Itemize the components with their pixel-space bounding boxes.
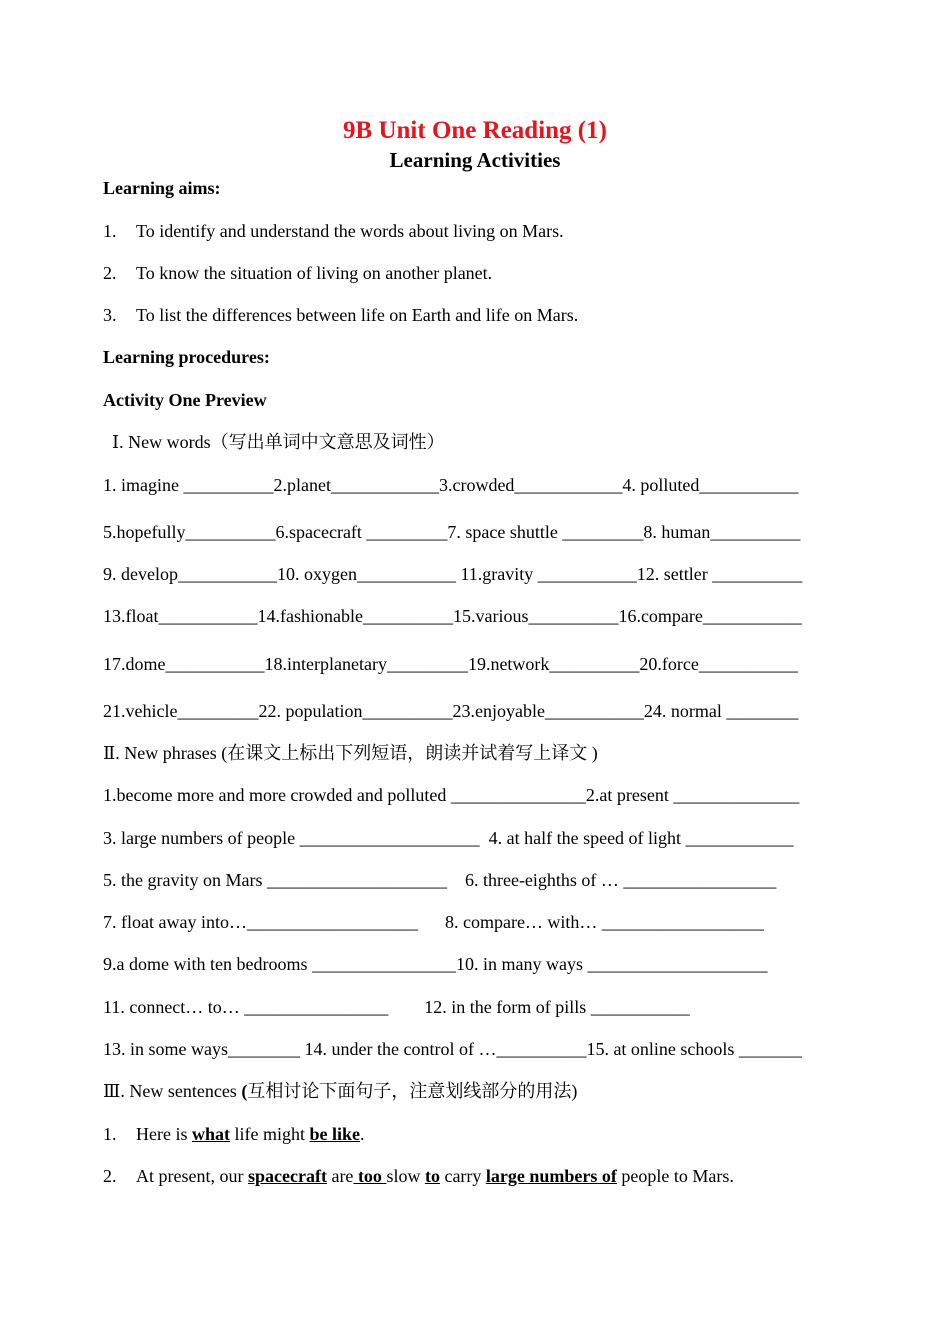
phrases-line: 7. float away into…___________________ 8. compare… with… __________________ [103, 912, 764, 932]
aim-number: 2. [103, 263, 117, 283]
sentences-heading-paren: ( [241, 1081, 248, 1101]
sentence-item [103, 1164, 863, 1188]
sentence-text: slow [386, 1166, 425, 1186]
procedures-heading: Learning procedures: [103, 347, 270, 367]
sentence-text: carry [439, 1166, 486, 1186]
phrases-line: 11. connect… to… ________________ 12. in the form of pills ___________ [103, 997, 690, 1017]
phrases-line: 13. in some ways________ 14. under the control of …__________15. at online schools _______ [103, 1039, 802, 1059]
underlined-word: what [191, 1124, 230, 1144]
activity-heading: Activity One Preview [103, 390, 267, 410]
words-line: 17.dome___________18.interplanetary_________19.network__________20.force___________ [103, 654, 798, 674]
aim-text: To list the differences between life on Earth and life on Mars. [136, 305, 579, 325]
phrases-line: 9.a dome with ten bedrooms ________________10. in many ways ____________________ [103, 954, 768, 974]
underlined-word: large numbers of [485, 1166, 617, 1186]
aim-item [103, 219, 863, 243]
underlined-word: spacecraft [247, 1166, 327, 1186]
sentence-text: At present, our [136, 1166, 248, 1186]
underlined-word: to [424, 1166, 440, 1186]
sentence-number: 2. [103, 1166, 117, 1186]
words-line: 9. develop___________10. oxygen___________ 11.gravity ___________12. settler __________ [103, 564, 803, 584]
sentence-text: . [360, 1124, 365, 1144]
sentence-text: life might [230, 1124, 310, 1144]
underlined-word: be like [309, 1124, 361, 1144]
words-line: 5.hopefully__________6.spacecraft _________7. space shuttle _________8. human__________ [103, 522, 801, 542]
phrases-line: 5. the gravity on Mars ____________________ 6. three-eighths of … _________________ [103, 870, 777, 890]
aim-text: To know the situation of living on another planet. [136, 263, 493, 283]
aim-item [103, 303, 863, 327]
aim-number: 3. [103, 305, 117, 325]
phrases-line: 1.become more and more crowded and polluted _______________2.at present ______________ [103, 785, 800, 805]
sentence-item [103, 1122, 863, 1146]
new-words-heading: Ⅰ. New words（写出单词中文意思及词性） [103, 432, 445, 452]
sentences-heading-note: 互相讨论下面句子，注意划线部分的用法) [247, 1081, 578, 1101]
aim-number: 1. [103, 221, 117, 241]
new-phrases-heading: Ⅱ. New phrases (在课文上标出下列短语，朗读并试着写上译文 ) [103, 743, 598, 763]
document-subtitle: Learning Activities [389, 148, 561, 172]
aim-text: To identify and understand the words about living on Mars. [136, 221, 564, 241]
phrases-line: 3. large numbers of people ____________________ 4. at half the speed of light ____________ [103, 828, 794, 848]
document-title: 9B Unit One Reading (1) [343, 117, 607, 144]
words-line: 1. imagine __________2.planet____________3.crowded____________4. polluted___________ [103, 475, 799, 495]
sentences-heading-text: Ⅲ. New sentences [103, 1081, 242, 1101]
aims-heading: Learning aims: [103, 178, 221, 198]
aim-item [103, 261, 863, 285]
sentence-text: Here is [136, 1124, 192, 1144]
sentence-text: people to Mars. [616, 1166, 734, 1186]
words-line: 13.float___________14.fashionable__________15.various__________16.compare___________ [103, 606, 802, 626]
underlined-word: too [353, 1166, 387, 1186]
sentence-text: are [326, 1166, 354, 1186]
new-sentences-heading [103, 1079, 863, 1103]
words-line: 21.vehicle_________22. population__________23.enjoyable___________24. normal ________ [103, 701, 799, 721]
sentence-number: 1. [103, 1124, 117, 1144]
